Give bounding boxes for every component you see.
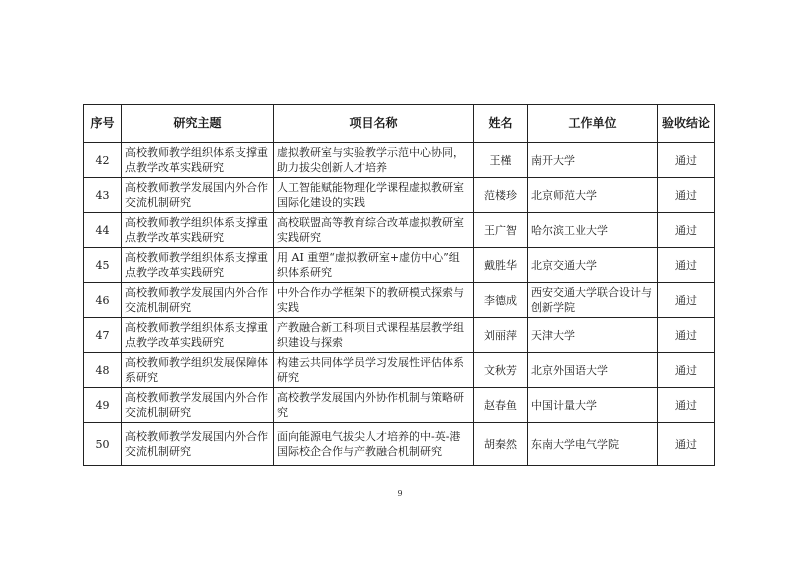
project-title: 高校教学发展国内外协作机制与策略研究 [274,388,474,423]
header-result: 验收结论 [658,105,715,143]
table-row [84,423,715,466]
row-number: 48 [84,353,122,388]
person-name: 王槿 [474,143,528,178]
acceptance-result: 通过 [658,178,715,213]
acceptance-result: 通过 [658,388,715,423]
research-topic: 高校教师教学发展国内外合作交流机制研究 [122,388,274,423]
project-title: 面向能源电气拔尖人才培养的中-英-港国际校企合作与产教融合机制研究 [274,423,474,466]
project-title: 构建云共同体学员学习发展性评估体系研究 [274,353,474,388]
row-number: 46 [84,283,122,318]
person-name: 李德成 [474,283,528,318]
header-name: 姓名 [474,105,528,143]
research-topic: 高校教师教学组织发展保障体系研究 [122,353,274,388]
project-title: 人工智能赋能物理化学课程虚拟教研室国际化建设的实践 [274,178,474,213]
row-number: 47 [84,318,122,353]
table-header-row [84,105,715,143]
acceptance-table [83,104,715,466]
row-number: 45 [84,248,122,283]
row-number: 44 [84,213,122,248]
work-unit: 北京外国语大学 [528,353,658,388]
header-topic: 研究主题 [122,105,274,143]
person-name: 戴胜华 [474,248,528,283]
research-topic: 高校教师教学发展国内外合作交流机制研究 [122,178,274,213]
project-title: 虚拟教研室与实验教学示范中心协同，助力拔尖创新人才培养 [274,143,474,178]
row-number: 43 [84,178,122,213]
project-title: 用 AI 重塑“虚拟教研室+虚仿中心”组织体系研究 [274,248,474,283]
row-number: 49 [84,388,122,423]
work-unit: 西安交通大学联合设计与创新学院 [528,283,658,318]
table-row [84,213,715,248]
row-number: 42 [84,143,122,178]
project-title: 中外合作办学框架下的教研模式探索与实践 [274,283,474,318]
acceptance-result: 通过 [658,283,715,318]
table-row [84,353,715,388]
work-unit: 天津大学 [528,318,658,353]
page-number: 9 [397,489,403,498]
table-row [84,248,715,283]
work-unit: 中国计量大学 [528,388,658,423]
research-topic: 高校教师教学发展国内外合作交流机制研究 [122,423,274,466]
table-row [84,178,715,213]
person-name: 范楼珍 [474,178,528,213]
research-topic: 高校教师教学组织体系支撑重点教学改革实践研究 [122,213,274,248]
row-number: 50 [84,423,122,466]
project-title: 高校联盟高等教育综合改革虚拟教研室实践研究 [274,213,474,248]
person-name: 王广智 [474,213,528,248]
header-no: 序号 [84,105,122,143]
table-row [84,388,715,423]
table-row [84,143,715,178]
acceptance-result: 通过 [658,318,715,353]
person-name: 胡秦然 [474,423,528,466]
person-name: 赵春鱼 [474,388,528,423]
work-unit: 哈尔滨工业大学 [528,213,658,248]
work-unit: 东南大学电气学院 [528,423,658,466]
acceptance-result: 通过 [658,353,715,388]
research-topic: 高校教师教学发展国内外合作交流机制研究 [122,283,274,318]
table-row [84,318,715,353]
acceptance-result: 通过 [658,248,715,283]
table-row [84,283,715,318]
work-unit: 北京师范大学 [528,178,658,213]
header-org: 工作单位 [528,105,658,143]
person-name: 文秋芳 [474,353,528,388]
acceptance-result: 通过 [658,423,715,466]
research-topic: 高校教师教学组织体系支撑重点教学改革实践研究 [122,248,274,283]
research-topic: 高校教师教学组织体系支撑重点教学改革实践研究 [122,143,274,178]
research-topic: 高校教师教学组织体系支撑重点教学改革实践研究 [122,318,274,353]
person-name: 刘丽萍 [474,318,528,353]
project-title: 产教融合新工科项目式课程基层教学组织建设与探索 [274,318,474,353]
work-unit: 南开大学 [528,143,658,178]
acceptance-result: 通过 [658,143,715,178]
acceptance-result: 通过 [658,213,715,248]
header-project: 项目名称 [274,105,474,143]
work-unit: 北京交通大学 [528,248,658,283]
